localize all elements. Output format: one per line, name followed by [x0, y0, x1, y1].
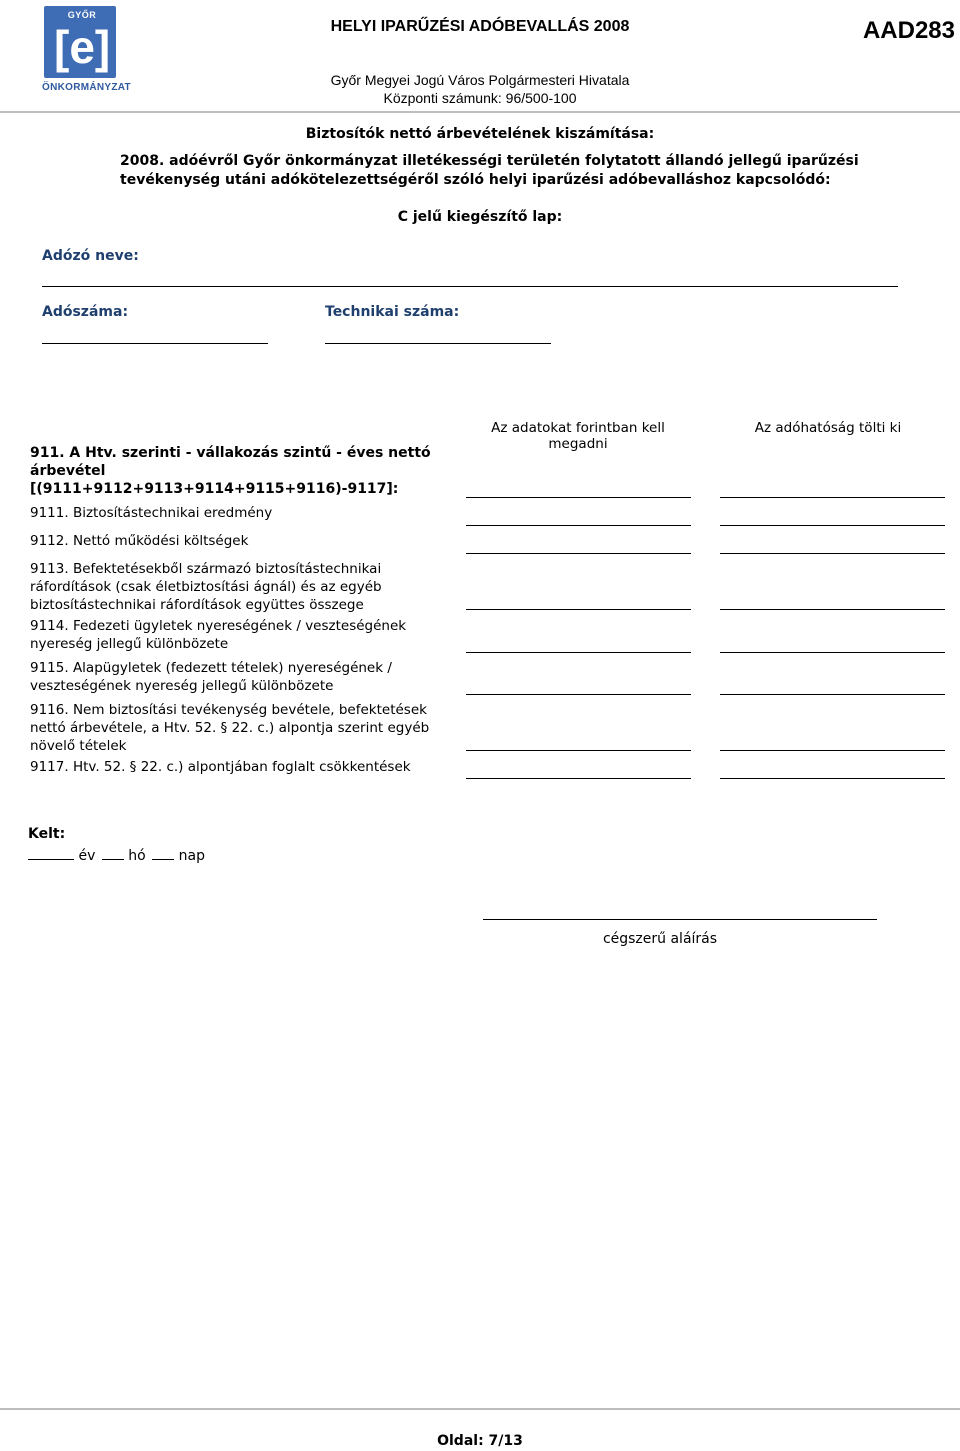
- row-9113-amount-field[interactable]: [466, 609, 691, 610]
- year-field[interactable]: [28, 845, 74, 860]
- month-field[interactable]: [102, 845, 124, 860]
- day-label: nap: [178, 848, 205, 864]
- row-9112-label: 9112. Nettó működési költségek: [30, 533, 249, 549]
- month-label: hó: [128, 848, 146, 864]
- row-9117-authority-field: [720, 778, 945, 779]
- day-field[interactable]: [152, 845, 174, 860]
- row-9111-amount-field[interactable]: [466, 525, 691, 526]
- row-9113-authority-field: [720, 609, 945, 610]
- year-label: év: [78, 848, 96, 864]
- row-9116-amount-field[interactable]: [466, 750, 691, 751]
- row-9114-amount-field[interactable]: [466, 652, 691, 653]
- technical-number-field[interactable]: [325, 343, 551, 344]
- date-fields: [28, 845, 205, 864]
- amount-column-header: Az adatokat forintban kell megadni: [491, 420, 665, 452]
- header-divider: [0, 111, 960, 113]
- logo-e-letter: [e]: [54, 21, 111, 73]
- logo-top-text: GYŐR: [67, 10, 97, 20]
- tax-number-field[interactable]: [42, 343, 268, 344]
- row-9115-amount-field[interactable]: [466, 694, 691, 695]
- row-9117-label: 9117. Htv. 52. § 22. c.) alpontjában foglalt csökkentések: [30, 759, 411, 775]
- form-title: HELYI IPARŰZÉSI ADÓBEVALLÁS 2008: [330, 18, 630, 35]
- row-9117-amount-field[interactable]: [466, 778, 691, 779]
- row-9113-label: 9113. Befektetésekből származó biztosítástechnikai ráfordítások (csak életbiztosítási ágnál) és az egyéb biztosítástechnikai ráfordítások együttes összege: [30, 561, 382, 613]
- form-code: AAD283: [862, 17, 955, 44]
- row-9112-amount-field[interactable]: [466, 553, 691, 554]
- taxpayer-name-field[interactable]: [42, 286, 898, 287]
- page-number: Oldal: 7/13: [437, 1433, 523, 1449]
- logo-emblem: [44, 6, 116, 78]
- row-9114-authority-field: [720, 652, 945, 653]
- sheet-title: C jelű kiegészítő lap:: [397, 209, 563, 225]
- footer-divider: [0, 1408, 960, 1410]
- authority-name: Győr Megyei Jogú Város Polgármesteri Hivatala: [330, 72, 630, 88]
- row-9116-authority-field: [720, 750, 945, 751]
- row-9115-label: 9115. Alapügyletek (fedezett tételek) nyereségének / veszteségének nyereség jellegű különbözete: [30, 660, 392, 694]
- technical-number-label: Technikai száma:: [325, 304, 460, 320]
- row-9112-authority-field: [720, 553, 945, 554]
- signature-label: cégszerű aláírás: [602, 931, 718, 947]
- row-911-amount-field[interactable]: [466, 497, 691, 498]
- row-9111-label: 9111. Biztosítástechnikai eredmény: [30, 505, 273, 521]
- signature-field[interactable]: [483, 919, 877, 920]
- row-9111-authority-field: [720, 525, 945, 526]
- section-title: Biztosítók nettó árbevételének kiszámítása:: [305, 126, 655, 142]
- logo-bottom-text: ÖNKORMÁNYZAT: [42, 82, 131, 93]
- row-911-label: 911. A Htv. szerinti - vállakozás szintű - éves nettó árbevétel [(9111+9112+9113+9114+9115+9116)-9117]:: [30, 445, 431, 497]
- row-911-authority-field: [720, 497, 945, 498]
- gyor-e-onkormanyzat-logo: [42, 6, 131, 94]
- central-phone-number: Központi számunk: 96/500-100: [383, 90, 577, 106]
- row-9115-authority-field: [720, 694, 945, 695]
- taxpayer-name-label: Adózó neve:: [42, 248, 139, 264]
- date-label: Kelt:: [28, 826, 66, 842]
- authority-column-header: Az adóhatóság tölti ki: [754, 420, 902, 436]
- row-9116-label: 9116. Nem biztosítási tevékenység bevétele, befektetések nettó árbevétele, a Htv. 52. § 22. c.) alpontja szerint egyéb növelő tételek: [30, 702, 430, 754]
- tax-number-label: Adószáma:: [42, 304, 129, 320]
- row-9114-label: 9114. Fedezeti ügyletek nyereségének / veszteségének nyereség jellegű különbözete: [30, 618, 407, 652]
- intro-text: 2008. adóévről Győr önkormányzat illetékességi területén folytatott állandó jellegű iparűzési tevékenység utáni adókötelezettségéről szóló helyi iparűzési adóbevalláshoz kapcsolódó:: [120, 153, 859, 188]
